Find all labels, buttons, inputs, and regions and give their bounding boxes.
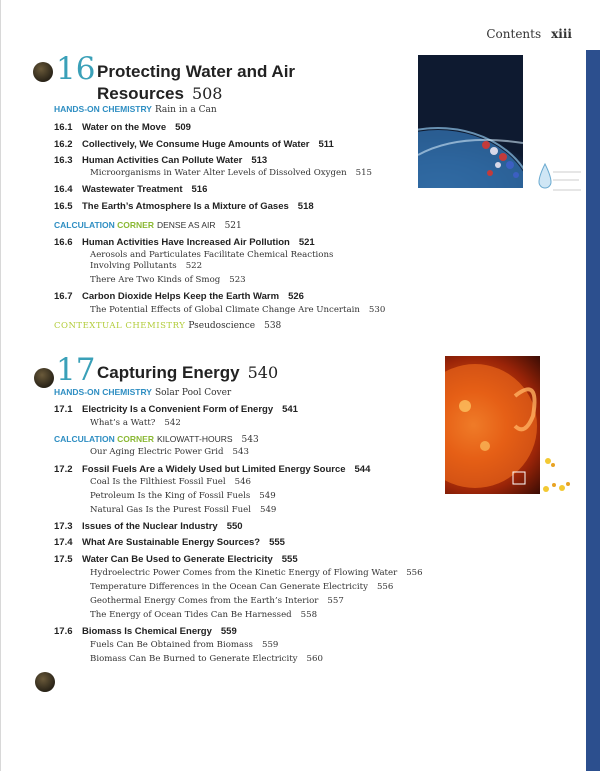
hands-on-label: HANDS-ON	[54, 104, 100, 114]
chapter-17-title[interactable]: Capturing Energy 540	[97, 363, 279, 382]
side-color-bar	[586, 50, 600, 771]
subsection-17-6-a[interactable]: Fuels Can Be Obtained from Biomass 559	[90, 640, 279, 650]
subsection-17-2-a[interactable]: Coal Is the Filthiest Fossil Fuel 546	[90, 477, 252, 487]
chapter-17-page: 540	[247, 363, 279, 382]
sun-prominence-image	[445, 356, 540, 494]
chapter-16-title-line1: Protecting Water and Air	[97, 62, 296, 81]
subsection-16-7-a[interactable]: The Potential Effects of Global Climate Change Are Uncertain 530	[90, 305, 386, 315]
section-16-4[interactable]: 16.4 Wastewater Treatment 516	[54, 184, 208, 195]
section-16-2[interactable]: 16.2 Collectively, We Consume Huge Amounts of Water 511	[54, 139, 334, 150]
subsection-17-6-b[interactable]: Biomass Can Be Burned to Generate Electricity 560	[90, 654, 323, 664]
page-edge	[0, 0, 1, 771]
subsection-17-1-a[interactable]: What’s a Watt? 542	[90, 418, 181, 428]
section-16-7[interactable]: 16.7 Carbon Dioxide Helps Keep the Earth Warm 526	[54, 291, 304, 302]
chemistry-label: CHEMISTRY	[102, 104, 152, 114]
section-17-1[interactable]: 17.1 Electricity Is a Convenient Form of Energy 541	[54, 404, 298, 415]
section-16-5[interactable]: 16.5 The Earth’s Atmosphere Is a Mixture of Gases 518	[54, 201, 314, 212]
binder-hole-icon	[35, 672, 55, 692]
section-17-2[interactable]: 17.2 Fossil Fuels Are a Widely Used but Limited Energy Source 544	[54, 464, 371, 475]
chapter-16-title[interactable]	[97, 61, 295, 105]
section-17-4[interactable]: 17.4 What Are Sustainable Energy Sources? 555	[54, 537, 285, 548]
binder-hole-icon	[33, 62, 53, 82]
subsection-17-2-b[interactable]: Petroleum Is the King of Fossil Fuels 549	[90, 491, 276, 501]
section-16-6[interactable]: 16.6 Human Activities Have Increased Air Pollution 521	[54, 237, 315, 248]
header-label: Contents	[486, 27, 542, 41]
earth-atmosphere-illustration	[418, 55, 523, 188]
subsection-17-5-c[interactable]: Geothermal Energy Comes from the Earth’s Interior 557	[90, 596, 344, 606]
water-drop-icon	[535, 160, 585, 200]
section-17-6[interactable]: 17.6 Biomass Is Chemical Energy 559	[54, 626, 237, 637]
header-page-number: xiii	[551, 27, 572, 41]
calculation-corner-16[interactable]: CALCULATION CORNER DENSE AS AIR 521	[54, 220, 242, 231]
hands-on-title: Rain in a Can	[154, 105, 217, 115]
hands-on-chemistry-17[interactable]: HANDS-ON CHEMISTRY Solar Pool Cover	[54, 387, 232, 398]
binder-hole-icon	[34, 368, 54, 388]
section-17-5[interactable]: 17.5 Water Can Be Used to Generate Electricity 555	[54, 554, 298, 565]
hands-on-chemistry-16[interactable]	[54, 104, 217, 115]
section-16-1[interactable]: 16.1 Water on the Move 509	[54, 122, 191, 133]
contextual-chemistry-16[interactable]: CONTEXTUAL CHEMISTRY Pseudoscience 538	[54, 321, 282, 331]
subsection-17-2-c[interactable]: Natural Gas Is the Purest Fossil Fuel 549	[90, 505, 277, 515]
section-17-3[interactable]: 17.3 Issues of the Nuclear Industry 550	[54, 521, 243, 532]
subsection-17-5-a[interactable]: Hydroelectric Power Comes from the Kinetic Energy of Flowing Water 556	[90, 568, 423, 578]
subsection-16-6-a[interactable]: Aerosols and Particulates Facilitate Chemical Reactions Involving Pollutants 522	[90, 250, 334, 271]
calc-sub-17[interactable]: Our Aging Electric Power Grid 543	[90, 447, 249, 457]
running-header	[486, 27, 572, 41]
energy-particles-icon	[540, 455, 575, 500]
sun-surface-illustration	[445, 356, 540, 494]
section-16-3[interactable]: 16.3 Human Activities Can Pollute Water 513	[54, 155, 268, 166]
calculation-corner-17[interactable]: CALCULATION CORNER KILOWATT-HOURS 543	[54, 434, 259, 445]
chapter-16-number: 16	[56, 51, 96, 87]
earth-from-space-image	[418, 55, 523, 188]
subsection-16-6-b[interactable]: There Are Two Kinds of Smog 523	[90, 275, 246, 285]
subsection-17-5-d[interactable]: The Energy of Ocean Tides Can Be Harnessed 558	[90, 610, 318, 620]
subsection-16-3-a[interactable]: Microorganisms in Water Alter Levels of Dissolved Oxygen 515	[90, 168, 373, 178]
chapter-16-title-line2: Resources	[97, 84, 184, 103]
subsection-17-5-b[interactable]: Temperature Differences in the Ocean Can Generate Electricity 556	[90, 582, 394, 592]
chapter-16-page: 508	[191, 84, 223, 103]
chapter-17-number: 17	[56, 352, 96, 388]
